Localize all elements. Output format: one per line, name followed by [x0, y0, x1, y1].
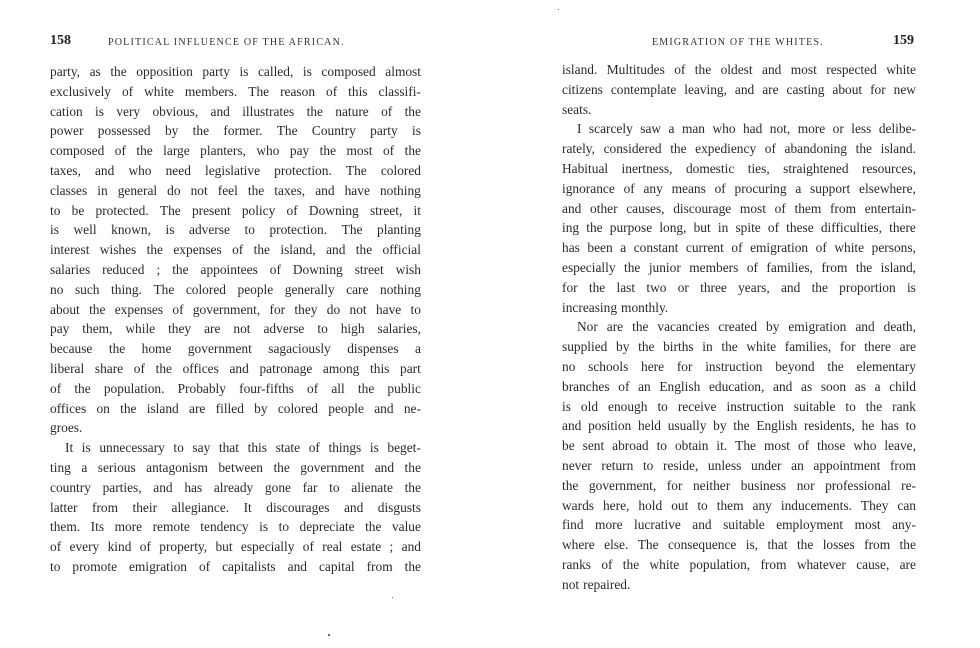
text-line: cation is very obvious, and illustrates the nature of the	[50, 103, 421, 119]
text-line: country parties, and has already gone far to alienate the	[50, 479, 421, 495]
text-line: is old enough to receive instruction suitable to the rank	[562, 398, 916, 414]
text-line: power possessed by the former. The Country party is	[50, 123, 421, 139]
text-line: not repaired.	[562, 576, 631, 592]
text-line: liberal share of the offices and patronage among this part	[50, 360, 421, 376]
text-line: find more lucrative and suitable employment most any-	[562, 517, 916, 533]
text-line: composed of the large planters, who pay the most of the	[50, 143, 421, 159]
text-line: branches of an English education, and as soon as a child	[562, 378, 916, 394]
text-line: supplied by the births in the white families, for there are	[562, 339, 916, 355]
text-line: Habitual inertness, domestic ties, straightened resources,	[562, 160, 916, 176]
text-line: groes.	[50, 420, 83, 436]
text-line: be sent abroad to obtain it. The most of those who leave,	[562, 438, 916, 454]
text-line: taxes, and who need legislative protection. The colored	[50, 162, 421, 178]
text-line: where else. The consequence is, that the losses from the	[562, 537, 916, 553]
text-line: no such thing. The colored people generally care nothing	[50, 281, 421, 297]
text-line: exclusively of white members. The reason of this classifi-	[50, 83, 421, 99]
text-line: ignorance of any means of procuring a support elsewhere,	[562, 180, 916, 196]
left-body-text	[50, 62, 421, 577]
text-line: Nor are the vacancies created by emigration and death,	[577, 319, 916, 335]
text-line: to promote emigration of capitalists and capital from the	[50, 558, 421, 574]
text-line: ing the purpose long, but in spite of these difficulties, there	[562, 220, 916, 236]
text-line: no schools here for instruction beyond the elementary	[562, 358, 916, 374]
text-line: is well known, is adverse to protection. The planting	[50, 222, 421, 238]
text-line: of the population. Probably four-fifths of all the public	[50, 380, 421, 396]
text-line: classes in general do not feel the taxes, and have nothing	[50, 182, 421, 198]
text-line: and position held usually by the English residents, he has to	[562, 418, 916, 434]
text-line: offices on the island are filled by colored people and ne-	[50, 400, 421, 416]
text-line: salaries reduced ; the appointees of Downing street wish	[50, 261, 421, 277]
text-line: especially the junior members of families, from the island,	[562, 259, 916, 275]
text-line: seats.	[562, 101, 592, 117]
page-number: 159	[893, 33, 914, 48]
text-line: wards here, hold out to them any inducements. They can	[562, 497, 916, 513]
text-line: I scarcely saw a man who had not, more or less delibe-	[577, 121, 916, 137]
text-line: about the expenses of government, for they do not have to	[50, 301, 421, 317]
text-line: It is unnecessary to say that this state of things is beget-	[65, 440, 421, 456]
text-line: to be protected. The present policy of Downing street, it	[50, 202, 421, 218]
text-line: the government, for neither business nor professional re-	[562, 477, 916, 493]
text-line: pay them, while they are not adverse to high salaries,	[50, 321, 421, 337]
scan-speck	[558, 9, 559, 10]
text-line: latter from their allegiance. It discourages and disgusts	[50, 499, 421, 515]
right-page	[540, 0, 980, 648]
text-line: never return to reside, unless under an appointment from	[562, 457, 916, 473]
text-line: party, as the opposition party is called, is composed almost	[50, 64, 421, 79]
page-number: 158	[50, 33, 71, 48]
text-line: for the last two or three years, and the proportion is	[562, 279, 916, 295]
text-line: ting a serious antagonism between the government and the	[50, 459, 421, 475]
text-line: citizens contemplate leaving, and are casting about for new	[562, 81, 916, 97]
right-body-text	[562, 60, 916, 595]
text-line: island. Multitudes of the oldest and most respected white	[562, 62, 916, 77]
text-line: increasing monthly.	[562, 299, 669, 315]
text-line: them. Its more remote tendency is to depreciate the value	[50, 519, 421, 535]
text-line: interest wishes the expenses of the island, and the official	[50, 242, 421, 258]
scan-speck	[392, 597, 393, 598]
text-line: has been a constant current of emigration of white persons,	[562, 240, 916, 256]
running-head: EMIGRATION OF THE WHITES.	[652, 37, 824, 48]
text-line: rately, considered the expediency of abandoning the island.	[562, 141, 916, 157]
text-line: of every kind of property, but especially of real estate ; and	[50, 539, 421, 555]
text-line: and other causes, discourage most of them from entertain-	[562, 200, 916, 216]
running-head: POLITICAL INFLUENCE OF THE AFRICAN.	[108, 37, 345, 48]
text-line: because the home government sagaciously dispenses a	[50, 341, 421, 357]
text-line: ranks of the white population, from whatever cause, are	[562, 556, 916, 572]
scan-speck	[328, 634, 330, 636]
